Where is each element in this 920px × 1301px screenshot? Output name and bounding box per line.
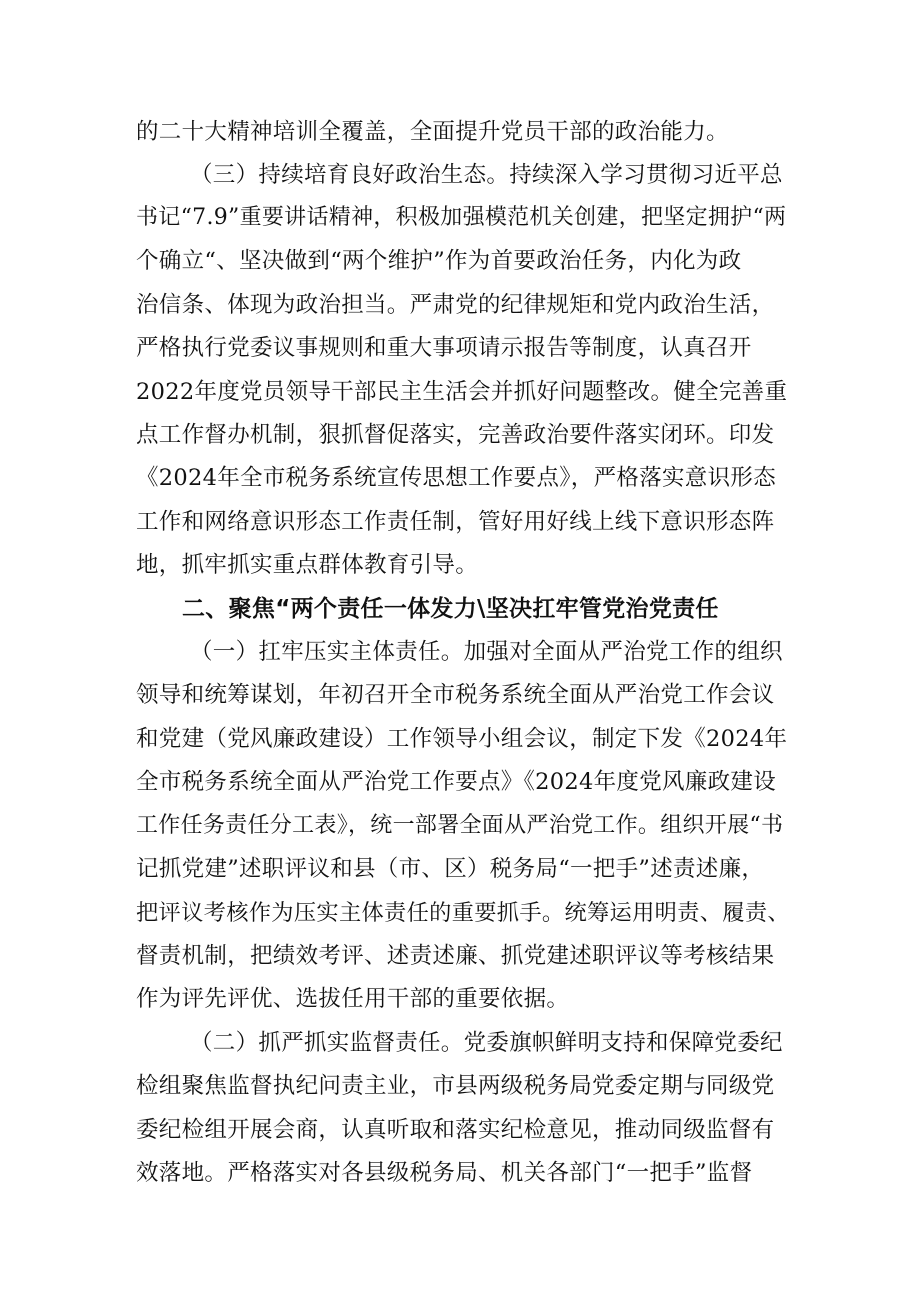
section-heading: 二、聚焦“两个责任一体发力\坚决扛牢管党治党责任	[182, 596, 719, 622]
paragraph-line: 督责机制，把绩效考评、述责述廉、抓党建述职评议等考核结果	[136, 943, 775, 969]
paragraph-line: 把评议考核作为压实主体责任的重要抓手。统筹运用明责、履责、	[136, 900, 790, 926]
paragraph-line: 检组聚焦监督执纪问责主业，市县两级税务局党委定期与同级党	[136, 1073, 775, 1099]
paragraph-line: （三）持续培育良好政治生态。持续深入学习贯彻习近平总	[190, 162, 783, 188]
paragraph-line: 工作任务责任分工表》，统一部署全面从严治党工作。组织开展“书	[136, 813, 784, 838]
paragraph-line: 《2024年全市税务系统宣传思想工作要点》，严格落实意识形态	[136, 465, 777, 491]
paragraph-line: 严格执行党委议事规则和重大事项请示报告等制度，认真召开	[136, 335, 752, 361]
paragraph-line: （一）扛牢压实主体责任。加强对全面从严治党工作的组织	[190, 639, 783, 665]
paragraph-line: 作为评先评优、选拔任用干部的重要依据。	[136, 986, 570, 1012]
paragraph-line: 个确立“、坚决做到“两个维护”作为首要政治任务，内化为政	[136, 248, 742, 274]
paragraph-line: 工作和网络意识形态工作责任制，管好用好线上线下意识形态阵	[136, 509, 775, 535]
paragraph-line: 领导和统筹谋划，年初召开全市税务系统全面从严治党工作会议	[136, 682, 775, 708]
paragraph-line: 2022年度党员领导干部民主生活会并抓好问题整改。健全完善重	[136, 379, 788, 405]
paragraph-line: 委纪检组开展会商，认真听取和落实纪检意见，推动同级监督有	[136, 1117, 775, 1143]
paragraph-line: 全市税务系统全面从严治党工作要点》《2024年度党风廉政建设	[136, 769, 777, 795]
paragraph-line: （二）抓严抓实监督责任。党委旗帜鲜明支持和保障党委纪	[190, 1030, 783, 1056]
paragraph-line: 点工作督办机制，狠抓督促落实，完善政治要件落实闭环。印发	[136, 422, 775, 448]
paragraph-line: 地，抓牢抓实重点群体教育引导。	[136, 552, 479, 578]
paragraph-line: 记抓党建”述职评议和县（市、区）税务局“一把手”述责述廉，	[136, 856, 765, 882]
paragraph-line: 书记“7.9”重要讲话精神，积极加强模范机关创建，把坚定拥护“两	[136, 205, 787, 230]
paragraph-line: 和党建（党风廉政建设）工作领导小组会议，制定下发《2024年	[136, 726, 788, 752]
paragraph-line: 的二十大精神培训全覆盖，全面提升党员干部的政治能力。	[136, 119, 729, 145]
paragraph-line: 治信条、体现为政治担当。严肃党的纪律规矩和党内政治生活，	[136, 292, 775, 318]
paragraph-line: 效落地。严格落实对各县级税务局、机关各部门“一把手”监督	[136, 1160, 753, 1186]
